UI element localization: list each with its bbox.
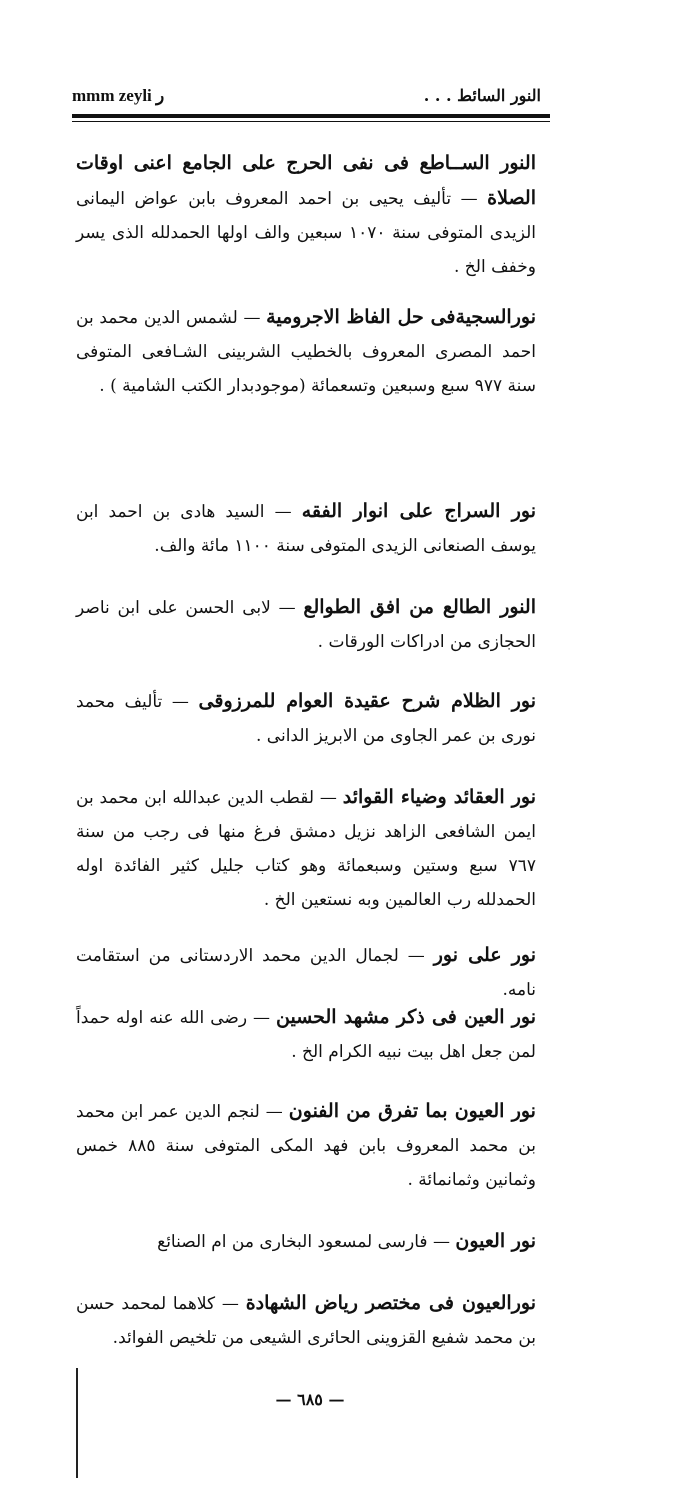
entry-body: — كلاهما لمحمد حسن بن محمد شفيع القزوينى الحائرى الشيعى من تلخيص الفوائد. bbox=[76, 1294, 536, 1348]
entry-2 bbox=[76, 300, 536, 403]
entry-7 bbox=[76, 938, 536, 1007]
entry-body: — رضى الله عنه اوله حمداً لمن جعل اهل بيت نبيه الكرام الخ . bbox=[76, 1008, 536, 1062]
entry-body: — تأليف محمد نورى بن عمر الجاوى من الابريز الدانى . bbox=[76, 692, 536, 746]
entry-1 bbox=[76, 146, 536, 284]
entry-body: — تأليف يحيى بن احمد المعروف بابن عواض اليمانى الزيدى المتوفى سنة ١٠٧٠ سبعين والف اولها الحمدلله الذى يسر وخفف الخ . bbox=[76, 189, 536, 277]
page-number: — ٦٨٥ — bbox=[275, 1390, 345, 1409]
running-header-left: mmm zeyli ر bbox=[72, 86, 165, 105]
running-header-right: النور السائط . . . bbox=[423, 86, 541, 105]
entry-body: — السيد هادى بن احمد ابن يوسف الصنعانى الزيدى المتوفى سنة ١١٠٠ مائة والف. bbox=[76, 502, 536, 556]
entry-4 bbox=[76, 590, 536, 659]
entry-9 bbox=[76, 1094, 536, 1197]
entry-title: نور على نور bbox=[433, 944, 536, 966]
entry-title: النور الطالع من افق الطوالع bbox=[303, 596, 536, 618]
entry-body: — لنجم الدين عمر ابن محمد بن محمد المعروف بابن فهد المكى المتوفى سنة ٨٨٥ خمس وثمانين وثمانمائة . bbox=[76, 1102, 536, 1190]
entry-title: نور السراج على انوار الفقه bbox=[301, 500, 537, 522]
entry-3 bbox=[76, 494, 536, 563]
entry-title: نورالعيون فى مختصر رياض الشهادة bbox=[245, 1292, 536, 1314]
entry-body: — لابى الحسن على ابن ناصر الحجازى من ادراكات الورقات . bbox=[76, 598, 536, 652]
entry-body: — لشمس الدين محمد بن احمد المصرى المعروف بالخطيب الشربينى الشـافعى المتوفى سنة ٩٧٧ سبع وسبعين وتسعمائة (موجودبدار الكتب الشامية ) . bbox=[76, 308, 536, 396]
entry-8 bbox=[76, 1000, 536, 1069]
entry-title: نور العين فى ذكر مشهد الحسين bbox=[276, 1006, 537, 1028]
entry-title: نور العيون bbox=[455, 1230, 536, 1252]
entry-body: — لجمال الدين محمد الاردستانى من استقامت نامه. bbox=[76, 946, 536, 1000]
entry-5 bbox=[76, 684, 536, 753]
entry-11 bbox=[76, 1286, 536, 1355]
entry-title: نور العيون بما تفرق من الفنون bbox=[288, 1100, 536, 1122]
entry-title: نور العقائد وضياء القوائد bbox=[342, 786, 536, 808]
entry-title: نور الظلام شرح عقيدة العوام للمرزوقى bbox=[198, 690, 536, 712]
entry-title: نورالسجيةفى حل الفاظ الاجرومية bbox=[266, 306, 536, 328]
header-rule-thin bbox=[72, 121, 550, 122]
margin-line bbox=[76, 1368, 78, 1478]
entry-body: — فارسى لمسعود البخارى من ام الصنائع bbox=[157, 1232, 456, 1252]
header-rule-thick bbox=[72, 114, 550, 118]
entry-10 bbox=[76, 1224, 536, 1259]
entry-body: — لقطب الدين عبدالله ابن محمد بن ايمن الشافعى الزاهد نزيل دمشق فرغ منها فى رجب من سنة ٧٦٧ سبع وستين وسبعمائة وهو كتاب جليل كثير الفائدة اوله الحمدلله رب العالمين وبه نستعين الخ . bbox=[76, 788, 536, 910]
entry-6 bbox=[76, 780, 536, 917]
entry-title: النور الســاطع فى نفى الحرج على الجامع اعنى اوقات الصلاة bbox=[76, 152, 536, 209]
